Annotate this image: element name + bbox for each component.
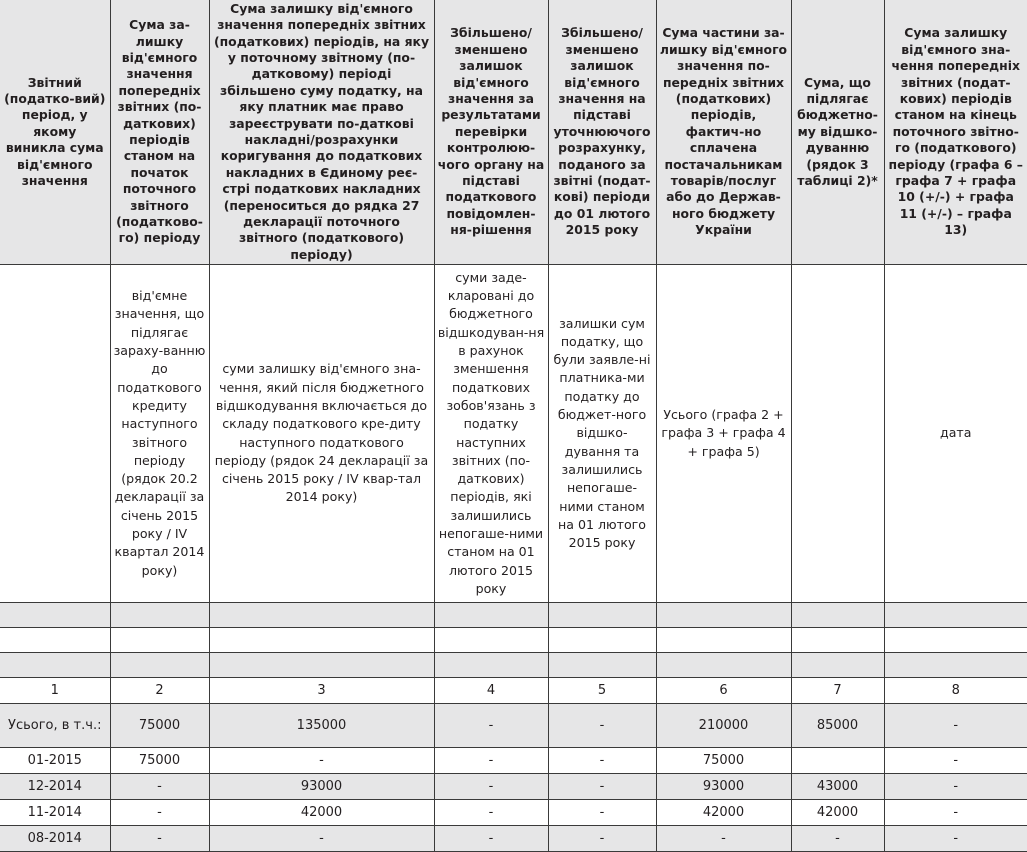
value-cell: -: [548, 826, 656, 852]
blank-cell: [791, 653, 884, 678]
value-cell: -: [434, 748, 548, 774]
header-audit-adjustment: Збільшено/ зменшено залишок від'ємного значення за результатами перевірки контролюю-чого органу на підставі податкового повідомлен-ня-рішення: [434, 0, 548, 265]
value-cell: 42000: [656, 800, 791, 826]
value-cell: -: [884, 774, 1027, 800]
header-balance-increased-tax: Сума залишку від'ємного значення попередніх звітних (податкових) періодів, на яку у поточному звітному (по-датковому) періоді збільшено суму податку, на яку платник має право зареєструвати по-даткові накладні/розрахунки коригування до податкових накладних в Єдиному реє-стрі податкових накладних (переноситься до рядка 27 декларації поточного звітного (податкового) періоду): [209, 0, 434, 265]
value-cell: 75000: [656, 748, 791, 774]
value-cell: -: [548, 704, 656, 748]
blank-cell: [884, 653, 1027, 678]
column-number: 6: [656, 678, 791, 704]
column-number: 1: [0, 678, 110, 704]
blank-cell: [110, 603, 209, 628]
blank-cell: [209, 603, 434, 628]
period-cell: 11-2014: [0, 800, 110, 826]
blank-cell: [884, 603, 1027, 628]
blank-cell: [656, 603, 791, 628]
value-cell: -: [434, 800, 548, 826]
period-cell: Усього, в т.ч.:: [0, 704, 110, 748]
column-number-row: [0, 678, 1027, 704]
table-row: [0, 826, 1027, 852]
value-cell: 75000: [110, 704, 209, 748]
value-cell: -: [548, 774, 656, 800]
header-reporting-period: Звітний (податко-вий) період, у якому виникла сума від'ємного значення: [0, 0, 110, 265]
period-cell: 08-2014: [0, 826, 110, 852]
blank-cell: [791, 603, 884, 628]
value-cell: 43000: [791, 774, 884, 800]
table-row-total: [0, 704, 1027, 748]
value-cell: -: [110, 826, 209, 852]
desc-col-8: дата: [884, 265, 1027, 603]
column-number: 8: [884, 678, 1027, 704]
blank-row: [0, 603, 1027, 628]
desc-col-6: Усього (графа 2 + графа 3 + графа 4 + графа 5): [656, 265, 791, 603]
blank-cell: [110, 653, 209, 678]
desc-col-7: [791, 265, 884, 603]
value-cell: 42000: [209, 800, 434, 826]
table-row: [0, 748, 1027, 774]
value-cell: -: [656, 826, 791, 852]
value-cell: 75000: [110, 748, 209, 774]
blank-row: [0, 653, 1027, 678]
value-cell: -: [884, 800, 1027, 826]
value-cell: -: [884, 704, 1027, 748]
value-cell: 210000: [656, 704, 791, 748]
header-balance-end: Сума залишку від'ємного зна-чення попередніх звітних (подат-кових) періодів станом на кінець поточного звітно-го (податкового) періоду (графа 6 – графа 7 + графа 10 (+/-) + графа 11 (+/-) – графа 13): [884, 0, 1027, 265]
blank-cell: [791, 628, 884, 653]
desc-col-3: суми залишку від'ємного зна-чення, який після бюджетного відшкодування включається до складу податкового кре-диту наступного податкового періоду (рядок 24 декларації за січень 2015 року / IV квар-тал 2014 року): [209, 265, 434, 603]
value-cell: 42000: [791, 800, 884, 826]
value-cell: [791, 748, 884, 774]
blank-cell: [656, 628, 791, 653]
value-cell: 93000: [656, 774, 791, 800]
blank-cell: [209, 653, 434, 678]
blank-cell: [0, 653, 110, 678]
blank-cell: [434, 603, 548, 628]
blank-cell: [0, 603, 110, 628]
blank-cell: [209, 628, 434, 653]
desc-col-5: залишки сум податку, що були заявле-ні платника-ми податку до бюджет-ного відшко-дування та залишились непогаше-ними станом на 01 лютого 2015 року: [548, 265, 656, 603]
period-cell: 01-2015: [0, 748, 110, 774]
blank-cell: [434, 628, 548, 653]
value-cell: -: [434, 704, 548, 748]
column-number: 7: [791, 678, 884, 704]
blank-cell: [656, 653, 791, 678]
value-cell: -: [791, 826, 884, 852]
blank-row: [0, 628, 1027, 653]
desc-col-1: [0, 265, 110, 603]
value-cell: -: [434, 774, 548, 800]
desc-col-2: від'ємне значення, що підлягає зараху-ванню до податкового кредиту наступного звітного періоду (рядок 20.2 декларації за січень 2015 року / IV квартал 2014 року): [110, 265, 209, 603]
value-cell: -: [209, 826, 434, 852]
blank-cell: [110, 628, 209, 653]
header-paid-portion: Сума частини за-лишку від'ємного значення по-передніх звітних (податкових) періодів, фактич-но сплачена постачальникам товарів/послуг або до Держав-ного бюджету України: [656, 0, 791, 265]
value-cell: -: [548, 800, 656, 826]
value-cell: -: [110, 800, 209, 826]
column-number: 3: [209, 678, 434, 704]
header-balance-start: Сума за-лишку від'ємного значення попередніх звітних (по-даткових) періодів станом на початок поточного звітного (податково-го) періоду: [110, 0, 209, 265]
desc-col-4: суми заде-кларовані до бюджетного відшкодуван-ня в рахунок зменшення податкових зобов'язань з податку наступних звітних (по-даткових) періодів, які залишились непогаше-ними станом на 01 лютого 2015 року: [434, 265, 548, 603]
column-number: 4: [434, 678, 548, 704]
blank-cell: [434, 653, 548, 678]
column-number: 2: [110, 678, 209, 704]
value-cell: -: [209, 748, 434, 774]
value-cell: -: [548, 748, 656, 774]
period-cell: 12-2014: [0, 774, 110, 800]
description-row: [0, 265, 1027, 603]
value-cell: 135000: [209, 704, 434, 748]
blank-cell: [884, 628, 1027, 653]
header-row: [0, 0, 1027, 265]
blank-cell: [548, 653, 656, 678]
blank-cell: [548, 603, 656, 628]
table-row: [0, 774, 1027, 800]
header-budget-refund: Сума, що підлягає бюджетно-му відшко-дуванню (рядок 3 таблиці 2)*: [791, 0, 884, 265]
value-cell: -: [884, 826, 1027, 852]
column-number: 5: [548, 678, 656, 704]
value-cell: -: [884, 748, 1027, 774]
table-row: [0, 800, 1027, 826]
value-cell: -: [110, 774, 209, 800]
value-cell: 93000: [209, 774, 434, 800]
value-cell: -: [434, 826, 548, 852]
header-clarifying-adjustment: Збільшено/ зменшено залишок від'ємного значення на підставі уточнюючого розрахунку, поданого за звітні (подат-кові) періоди до 01 лютого 2015 року: [548, 0, 656, 265]
blank-cell: [0, 628, 110, 653]
value-cell: 85000: [791, 704, 884, 748]
blank-cell: [548, 628, 656, 653]
